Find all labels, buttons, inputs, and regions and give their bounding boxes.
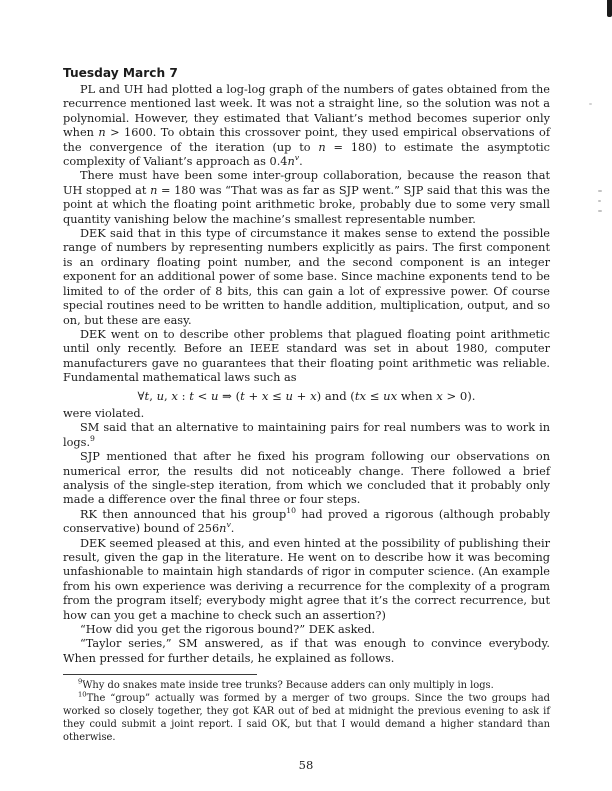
display-formula: ∀t, u, x : t < u ⇒ (t + x ≤ u + x) and (tx ≤ ux when x > 0). xyxy=(137,388,476,403)
footnote-9: $^9$Why do snakes mate inside tree trunks? Because adders can only multiply in logs. xyxy=(78,677,494,692)
paragraph-how-did-you: “How did you get the rigorous bound?” DEK asked. xyxy=(80,623,375,637)
date-heading: Tuesday March 7 xyxy=(63,66,178,80)
paragraph-inter-group: There must have been some inter-group collaboration, because the reason that UH stopped at n = 180 was “That was as far as SJP went.” SJP said that this was the point at which the floating point arithmetic broke, probably due to some very small quantity vanishing below the machine’s smallest representable number. xyxy=(63,169,550,226)
footnote-10: $^{10}$The “group” actually was formed by a merger of two groups. Since the two groups had worked so closely together, they got KAR out of bed at midnight the previous evening to ask if they could submit a joint report. I said OK, but that I would demand a higher standard than otherwise. xyxy=(63,690,550,744)
scan-speck xyxy=(598,200,601,202)
scan-speck xyxy=(598,210,602,212)
paragraph-were-violated: were violated. xyxy=(63,406,145,420)
paragraph-log-log-graph: PL and UH had plotted a log-log graph of the numbers of gates obtained from the recurrence mentioned last week. It was not a straight line, so the solution was not a polynomial. However, they estimated that Valiant’s method becomes superior only when n > 1600. To obtain this crossover point, they used empirical observations of the convergence of the iteration (up to n = 180) to estimate the asymptotic complexity of Valiant’s approach as $0.4n^v$. xyxy=(63,83,550,169)
paragraph-logs: SM said that an alternative to maintaining pairs for real numbers was to work in logs.$^9$ xyxy=(63,421,550,449)
paragraph-rk-bound: RK then announced that his group$^{10}$ had proved a rigorous (although probably conservative) bound of $256n^v$. xyxy=(63,506,550,536)
paragraph-taylor-series: “Taylor series,” SM answered, as if that was enough to convince everybody. When pressed for further details, he explained as follows. xyxy=(63,637,550,665)
paragraph-sjp-fixed: SJP mentioned that after he fixed his program following our observations on numerical error, the results did not noticeably change. There followed a brief analysis of the single-step iteration, from which we concluded that it probably only made a difference over the final three or four steps. xyxy=(63,450,550,507)
page-content xyxy=(63,66,550,744)
scan-speck xyxy=(598,190,602,192)
footnote-block xyxy=(63,674,550,744)
paragraph-dek-pleased: DEK seemed pleased at this, and even hinted at the possibility of publishing their result, given the gap in the literature. He went on to describe how it was becoming unfashionable to maintain high standards of rigor in computer science. (An example from his own experience was deriving a recurrence for the complexity of a program from the program itself; everybody might agree that it’s the correct recurrence, but how can you get a machine to check such an assertion?) xyxy=(63,536,550,622)
paragraph-ieee: DEK went on to describe other problems that plagued floating point arithmetic until only recently. Before an IEEE standard was set in about 1980, computer manufacturers gave no guarantees that their floating point arithmetic was reliable. Fundamental mathematical laws such as xyxy=(63,327,550,385)
paragraph-pairs: DEK said that in this type of circumstance it makes sense to extend the possible range of numbers by representing numbers explicitly as pairs. The first component is an ordinary floating point number, and the second component is an integer exponent for an additional power of some base. Since machine exponents tend to be limited to of the order of 8 bits, this can gain a lot of expressive power. Of course special routines need to be written to handle addition, multiplication, output, and so on, but these are easy. xyxy=(63,227,550,327)
scan-speck xyxy=(589,103,592,105)
footnote-rule xyxy=(63,674,257,675)
scan-artifact-top-right xyxy=(607,0,612,17)
page-number: 58 xyxy=(298,758,314,772)
